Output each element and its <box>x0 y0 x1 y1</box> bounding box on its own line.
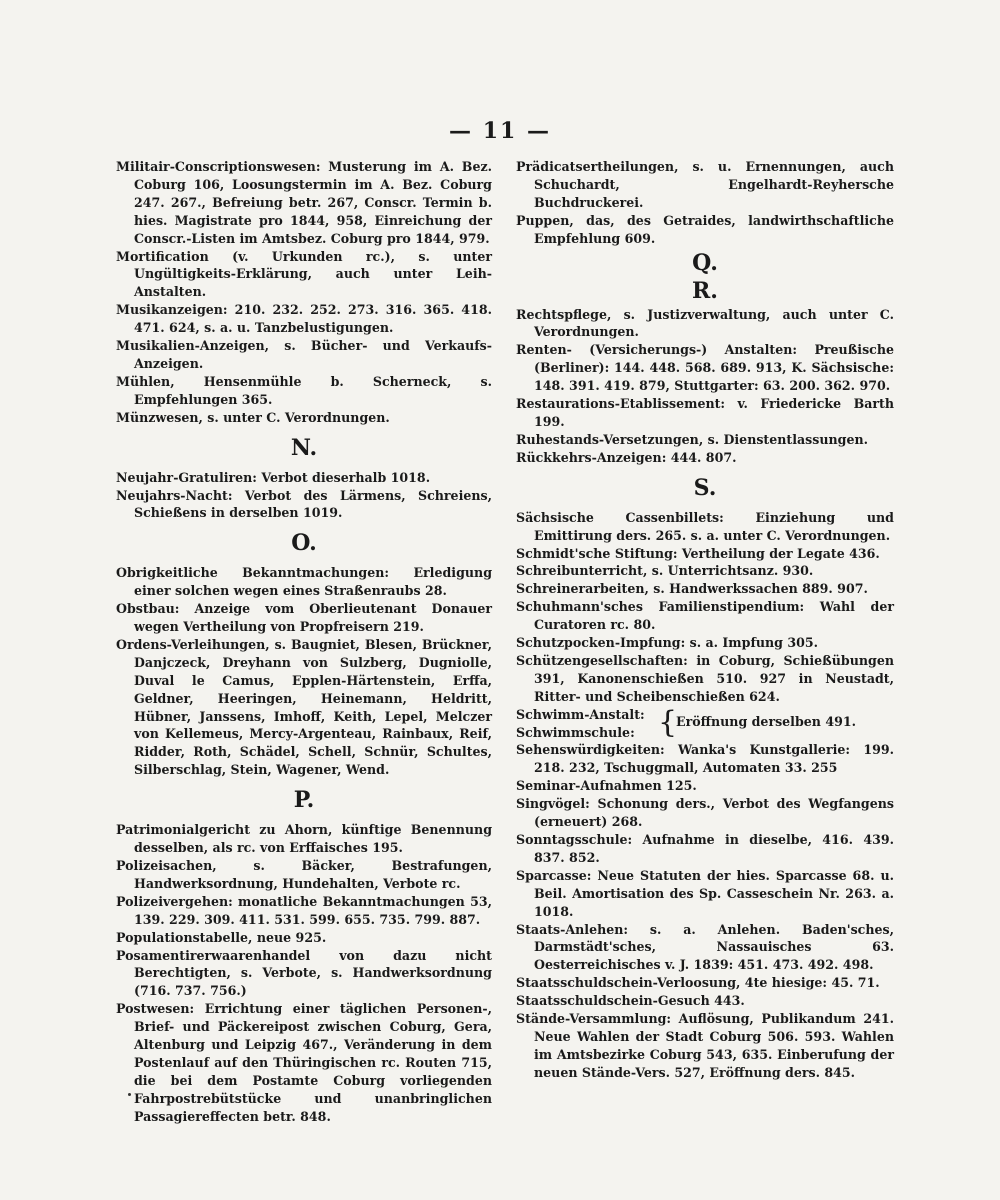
index-entry: Staatsschuldschein-Verloosung, 4te hiesige: 45. 71. <box>516 975 880 991</box>
index-entry: Neujahr-Gratuliren: Verbot dieserhalb 1018. <box>116 469 431 485</box>
index-entry: Militair-Conscriptionswesen: Musterung im A. Bez. Coburg 106, Loosungstermin im A. Bez. Coburg 247. 267., Befreiung betr. 267, Conscr. Termin b. hies. Magistrate pro 1844, 958, Einreichung der Conscr.-Listen im Amtsbez. Coburg pro 1844, 979. <box>116 159 492 246</box>
index-entry: Sächsische Cassenbillets: Einziehung und Emittirung ders. 265. s. a. unter C. Verordnungen. <box>516 509 894 543</box>
index-entry: Neujahrs-Nacht: Verbot des Lärmens, Schreiens, Schießens in derselben 1019. <box>116 487 492 521</box>
index-entry: Staats-Anlehen: s. a. Anlehen. Baden'sches, Darmstädt'sches, Nassauisches 63. Oesterreichisches v. J. 1839: 451. 473. 492. 498. <box>516 921 894 973</box>
index-entry: Staatsschuldschein-Gesuch 443. <box>516 993 745 1009</box>
index-entry: Puppen, das, des Getraides, landwirthschaftliche Empfehlung 609. <box>516 212 894 246</box>
index-entry: Polizeisachen, s. Bäcker, Bestrafungen, Handwerksordnung, Hundehalten, Verbote rc. <box>116 858 492 891</box>
index-entry: Prädicatsertheilungen, s. u. Ernennungen, auch Schuchardt, Engelhardt-Reyhersche Buchdruckerei. <box>516 159 894 210</box>
index-entry: Stände-Versammlung: Auflösung, Publikandum 241. Neue Wahlen der Stadt Coburg 506. 593. Wahlen im Amtsbezirke Coburg 543, 635. Einberufung der neuen Stände-Vers. 527, Eröffnung ders. 845. <box>516 1011 894 1080</box>
index-entry: Sehenswürdigkeiten: Wanka's Kunstgallerie: 199. 218. 232, Tschuggmall, Automaten 33. 255 <box>516 742 894 776</box>
index-entry: Posamentirerwaarenhandel von dazu nicht Berechtigten, s. Verbote, s. Handwerksordnung (716. 737. 756.) <box>116 947 492 999</box>
index-entry: Obstbau: Anzeige vom Oberlieutenant Donauer wegen Vertheilung von Propfreisern 219. <box>116 601 492 635</box>
index-entry: Schreibunterricht, s. Unterrichtsanz. 930. <box>516 563 814 579</box>
index-entry: Singvögel: Schonung ders., Verbot des Wegfangens (erneuert) 268. <box>516 796 894 830</box>
index-entry: Sonntagsschule: Aufnahme in dieselbe, 416. 439. 837. 852. <box>516 832 894 865</box>
index-entry: Rückkehrs-Anzeigen: 444. 807. <box>516 449 737 465</box>
section-letter: S. <box>693 474 717 501</box>
right-column <box>516 158 894 1082</box>
index-entry: Musikalien-Anzeigen, s. Bücher- und Verkaufs-Anzeigen. <box>116 338 492 371</box>
section-letter: Q. <box>692 249 718 276</box>
index-entry: Ruhestands-Versetzungen, s. Dienstentlassungen. <box>516 431 869 447</box>
index-entry: Patrimonialgericht zu Ahorn, künftige Benennung desselben, als rc. von Erffaisches 195. <box>116 822 492 856</box>
index-entry: Renten- (Versicherungs-) Anstalten: Preußische (Berliner): 144. 448. 568. 689. 913, K. Sächsische: 148. 391. 419. 879, Stuttgarter: 63. 200. 362. 970. <box>516 342 894 394</box>
section-letter: P. <box>293 787 315 814</box>
curly-brace: { <box>658 704 678 740</box>
page-number: — 11 — <box>449 118 551 144</box>
index-entry: Schwimmschule: <box>516 724 635 740</box>
index-entry: Obrigkeitliche Bekanntmachungen: Erledigung einer solchen wegen eines Straßenraubs 28. <box>116 565 492 599</box>
left-column <box>116 158 492 1126</box>
index-entry: Sparcasse: Neue Statuten der hies. Sparcasse 68. u. Beil. Amortisation des Sp. Casseschein Nr. 263. a. 1018. <box>516 867 894 919</box>
index-entry: Ordens-Verleihungen, s. Baugniet, Blesen, Brückner, Danjczeck, Dreyhann von Sulzberg, Dugniolle, Duval le Camus, Epplen-Härtenstein, Erffa, Geldner, Heeringen, Heinemann, Heldritt, Hübner, Janssens, Imhoff, Keith, Lepel, Melczer von Kellemeus, Mercy-Argenteau, Rainbaux, Reif, Ridder, Roth, Schädel, Schell, Schnür, Schultes, Silberschlag, Stein, Wagener, Wend. <box>116 636 492 778</box>
index-entry: Schmidt'sche Stiftung: Vertheilung der Legate 436. <box>516 545 880 561</box>
index-entry: Rechtspflege, s. Justizverwaltung, auch unter C. Verordnungen. <box>516 306 894 340</box>
index-entry: Seminar-Aufnahmen 125. <box>516 778 697 794</box>
index-entry: Postwesen: Errichtung einer täglichen Personen-, Brief- und Päckereipost zwischen Coburg, Gera, Altenburg und Leipzig 467., Veränderung in dem Postenlauf auf den Thüringischen rc. Routen 715, die bei dem Postamte Coburg vorliegenden Fahrpostrebütstücke und unanbringlichen Passagiereffecten betr. 848. <box>116 1001 492 1124</box>
index-entry: Mortification (v. Urkunden rc.), s. unter Ungültigkeits-Erklärung, auch unter Leih-Anstalten. <box>116 248 492 300</box>
ink-speck <box>128 1093 131 1096</box>
index-entry: Schutzpocken-Impfung: s. a. Impfung 305. <box>516 635 819 651</box>
index-entry: Polizeivergehen: monatliche Bekanntmachungen 53, 139. 229. 309. 411. 531. 599. 655. 735. 799. 887. <box>116 893 492 927</box>
brace-entry-text: Eröffnung derselben 491. <box>676 713 857 729</box>
section-letter: N. <box>290 434 318 461</box>
index-entry: Populationstabelle, neue 925. <box>116 929 327 945</box>
brace-entry-group <box>516 706 894 742</box>
index-entry: Münzwesen, s. unter C. Verordnungen. <box>116 409 390 425</box>
section-letter: R. <box>692 277 718 304</box>
index-entry: Restaurations-Etablissement: v. Friedericke Barth 199. <box>516 396 894 429</box>
index-entry: Schützengesellschaften: in Coburg, Schießübungen 391, Kanonenschießen 510. 927 in Neustadt, Ritter- und Scheibenschießen 624. <box>516 652 894 704</box>
section-letter: O. <box>291 530 317 557</box>
index-entry: Musikanzeigen: 210. 232. 252. 273. 316. 365. 418. 471. 624, s. a. u. Tanzbelustigungen. <box>116 302 492 336</box>
index-entry: Schreinerarbeiten, s. Handwerkssachen 889. 907. <box>516 581 868 597</box>
index-entry: Mühlen, Hensenmühle b. Scherneck, s. Empfehlungen 365. <box>116 373 492 407</box>
index-entry: Schuhmann'sches Familienstipendium: Wahl der Curatoren rc. 80. <box>516 599 894 633</box>
index-entry: Schwimm-Anstalt: <box>516 706 645 722</box>
